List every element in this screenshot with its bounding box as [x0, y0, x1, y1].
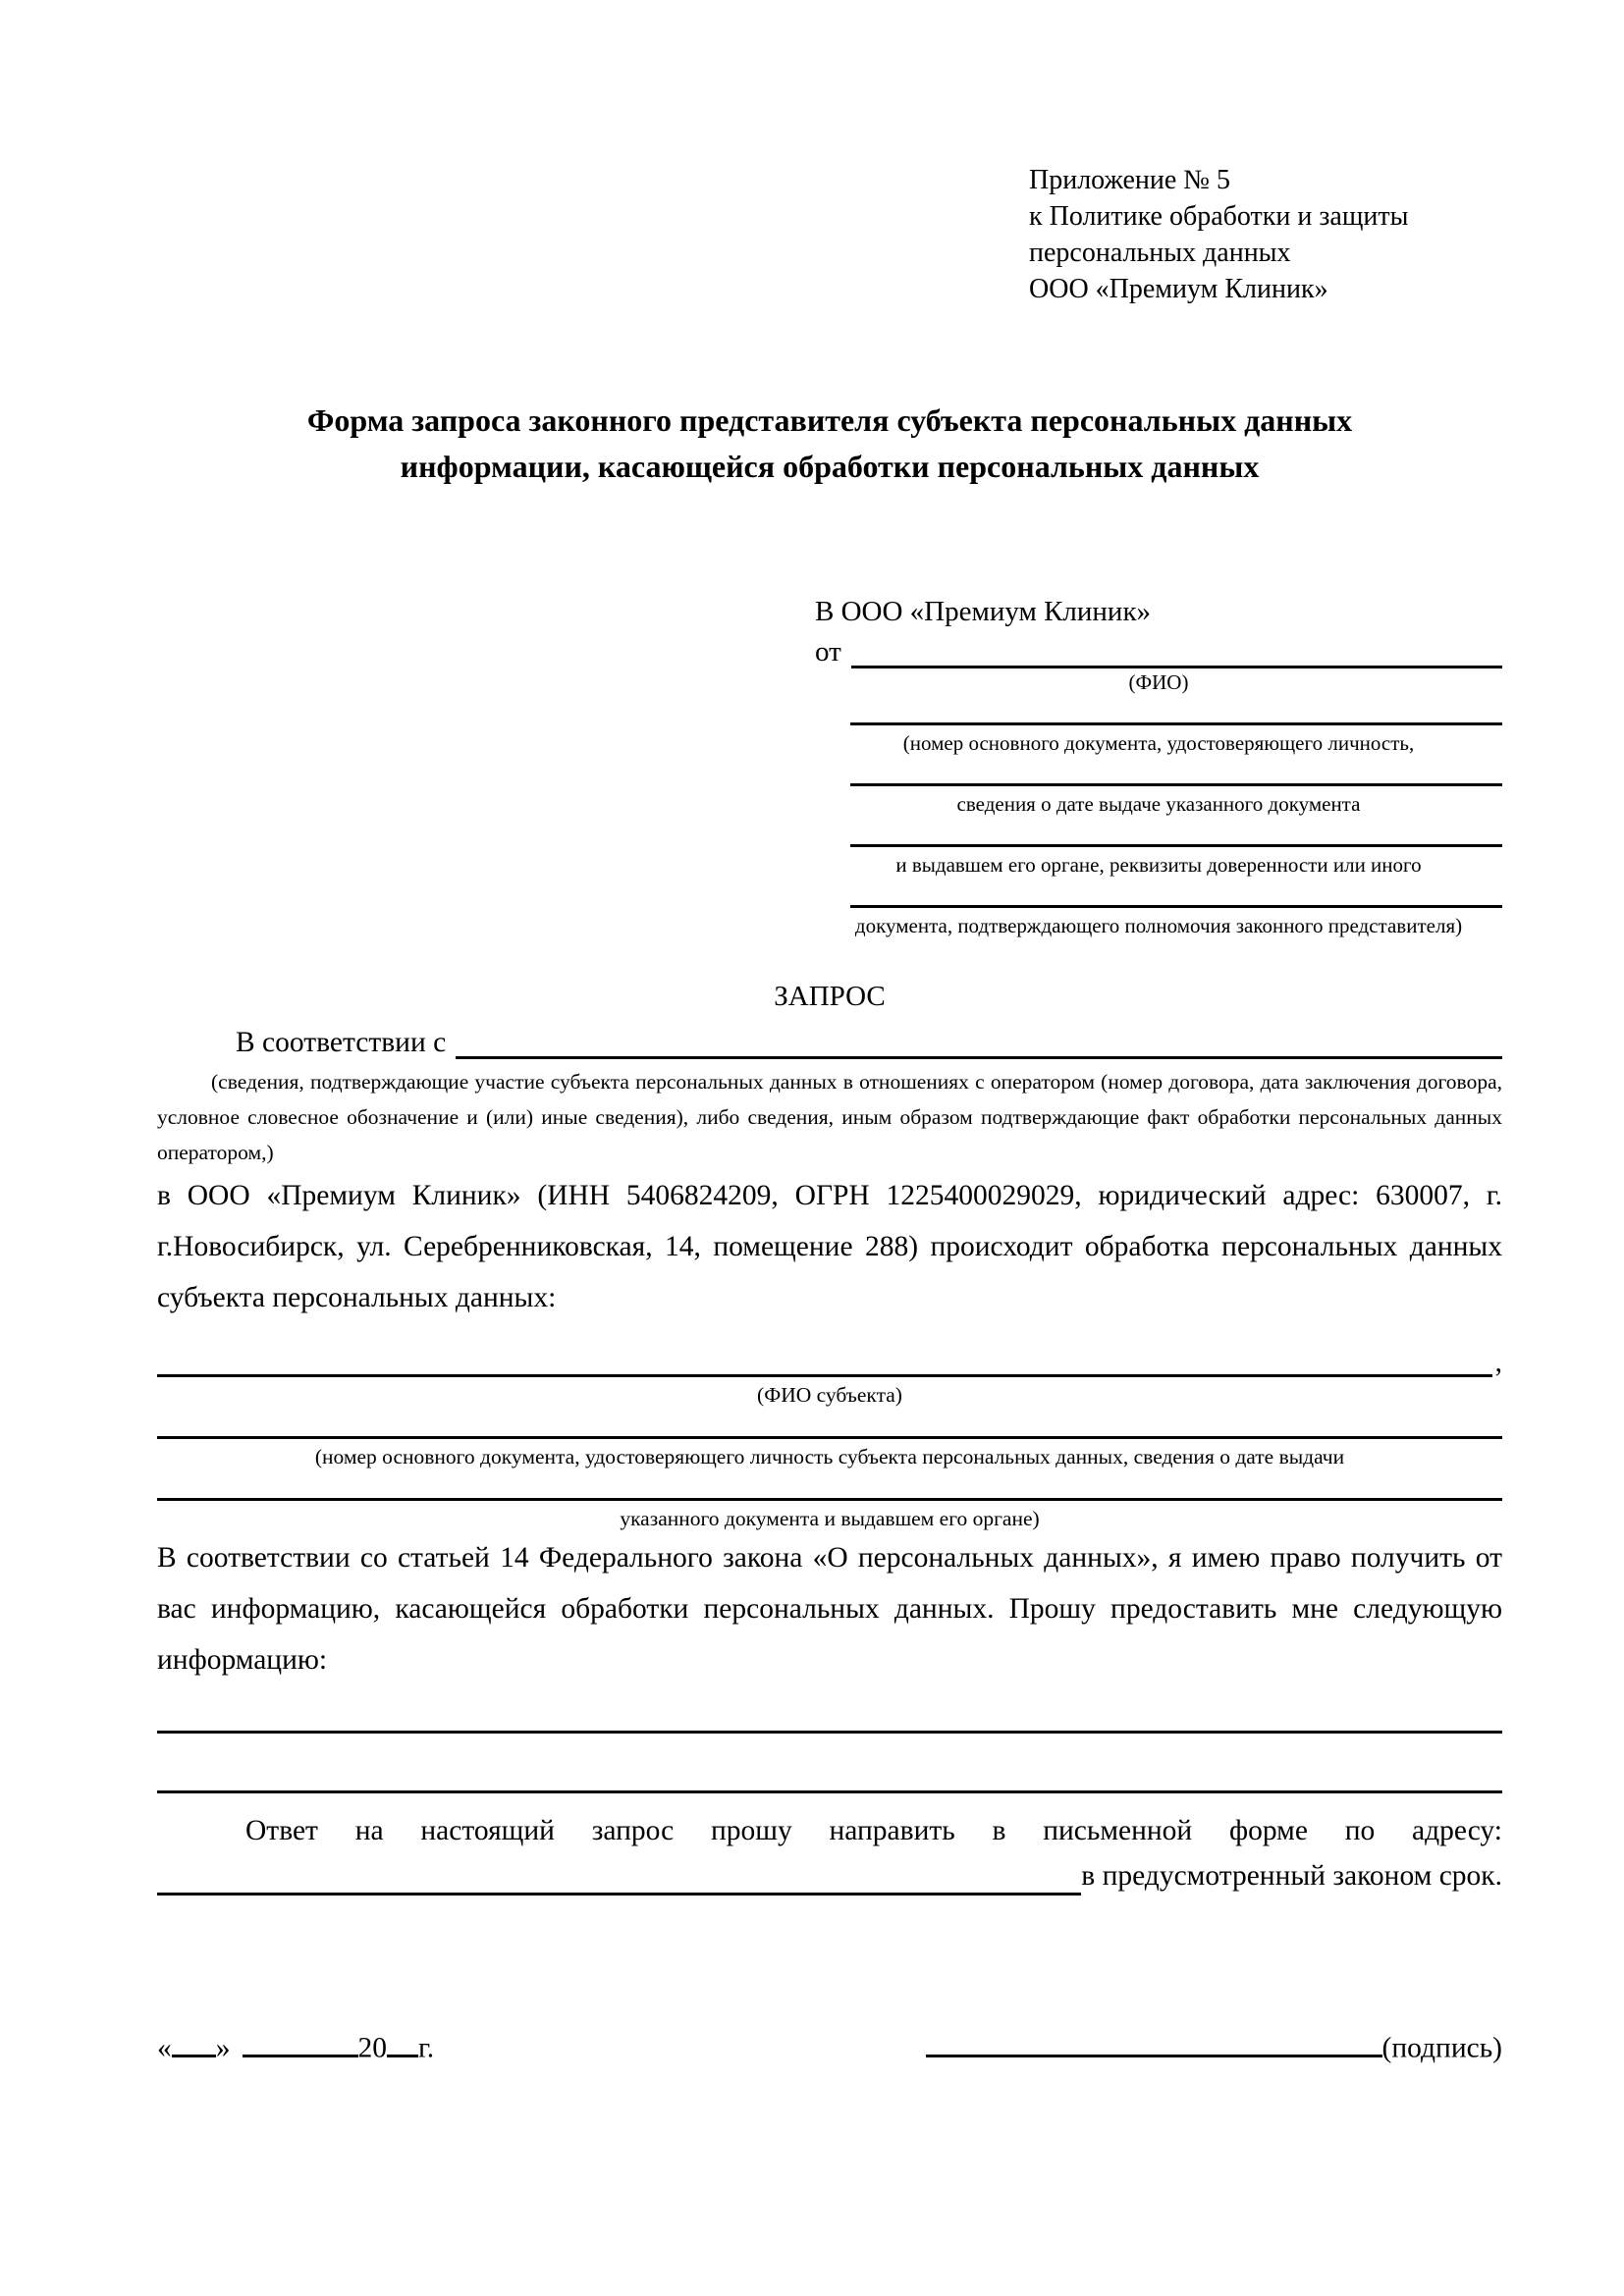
document-content: [157, 0, 1502, 2065]
signature-field: [926, 2025, 1502, 2065]
request-heading: ЗАПРОС: [774, 981, 886, 1012]
date-year-prefix: 20: [357, 2032, 387, 2064]
date-day-line: [172, 2025, 216, 2057]
doc-info-line: [850, 722, 1502, 725]
document-title: [157, 398, 1502, 490]
subject-doc-caption: (номер основного документа, удостоверяющего личность субъекта персональных данных, сведения о дате выдачи: [314, 1445, 1345, 1468]
appendix-line: ООО «Премиум Клиник»: [1029, 274, 1328, 304]
organization-name: В ООО «Премиум Клиник»: [815, 596, 1152, 627]
doc-info-group: [815, 844, 1502, 879]
comma-mark: ,: [1494, 1347, 1502, 1378]
from-label: от: [815, 636, 841, 667]
reply-tail: в предусмотренный законом срок.: [1081, 1860, 1502, 1892]
subject-fio-line: [157, 1341, 1492, 1377]
reply-address-row: [157, 1856, 1502, 1896]
appendix-line: персональных данных: [1029, 238, 1291, 268]
document-title-line: Форма запроса законного представителя субъекта персональных данных: [306, 402, 1353, 438]
operator-paragraph: в ООО «Премиум Клиник» (ИНН 5406824209, ОГРН 1225400029029, юридический адрес: 630007, г. г.Новосибирск, ул. Серебренниковская, 14, помещение 288) происходит обработка персональных данных субъекта персональных данных:: [157, 1180, 1502, 1313]
doc-info-line: [850, 783, 1502, 786]
doc-info-caption: сведения о дате выдаче указанного документа: [956, 792, 1361, 816]
doc-info-caption: (номер основного документа, удостоверяющего личность,: [902, 731, 1415, 755]
date-month-line: [243, 2025, 358, 2057]
reply-address-line: [157, 1859, 1081, 1896]
date-year-line: [387, 2025, 418, 2057]
subject-doc-line: [157, 1498, 1502, 1501]
blank-fill-line: [157, 1731, 1502, 1734]
document-title-line: информации, касающейся обработки персональных данных: [400, 449, 1260, 484]
date-year-suffix: г.: [418, 2032, 435, 2064]
doc-info-group: [815, 783, 1502, 818]
doc-info-group: [815, 905, 1502, 939]
appendix-line: к Политике обработки и защиты: [1029, 201, 1409, 232]
addressee-block: [815, 596, 1502, 939]
subject-doc-caption: указанного документа и выдавшем его органе): [620, 1507, 1040, 1530]
signature-caption: (подпись): [1381, 2032, 1502, 2064]
doc-info-caption: и выдавшем его органе, реквизиты доверенности или иного: [895, 853, 1422, 877]
subject-fio-caption: (ФИО субъекта): [757, 1383, 902, 1407]
intro-label: В соответствии с: [236, 1027, 447, 1058]
header-appendix-block: [1029, 162, 1502, 307]
reply-paragraph: Ответ на настоящий запрос прошу направить в письменной форме по адресу:: [245, 1815, 1502, 1846]
doc-info-group: [815, 722, 1502, 757]
from-row: [815, 632, 1502, 668]
fio-fill-line: [851, 632, 1502, 668]
footer-row: [157, 2025, 1502, 2065]
subject-doc-line: [157, 1436, 1502, 1439]
date-field: [157, 2025, 434, 2065]
date-open-quote: «: [157, 2032, 172, 2064]
fio-caption: (ФИО): [1128, 670, 1189, 694]
subject-fio-row: [157, 1341, 1502, 1377]
date-close-quote: »: [215, 2032, 231, 2064]
law-paragraph: В соответствии со статьей 14 Федерального закона «О персональных данных», я имею право получить от вас информацию, касающейся обработки персональных данных. Прошу предоставить мне следующую информацию:: [157, 1542, 1502, 1676]
intro-row: [157, 1023, 1502, 1059]
intro-caption: (сведения, подтверждающие участие субъекта персональных данных в отношениях с оператором (номер договора, дата заключения договора, условное словесное обозначение и (или) иные сведения), либо сведения, иным образом подтверждающие факт обработки персональных данных оператором,): [157, 1070, 1502, 1164]
doc-info-line: [850, 905, 1502, 908]
intro-fill-line: [456, 1023, 1502, 1059]
doc-info-line: [850, 844, 1502, 847]
blank-fill-line: [157, 1790, 1502, 1793]
doc-info-caption: документа, подтверждающего полномочия законного представителя): [854, 914, 1463, 937]
signature-line: [926, 2025, 1382, 2057]
appendix-line: Приложение № 5: [1029, 165, 1230, 195]
